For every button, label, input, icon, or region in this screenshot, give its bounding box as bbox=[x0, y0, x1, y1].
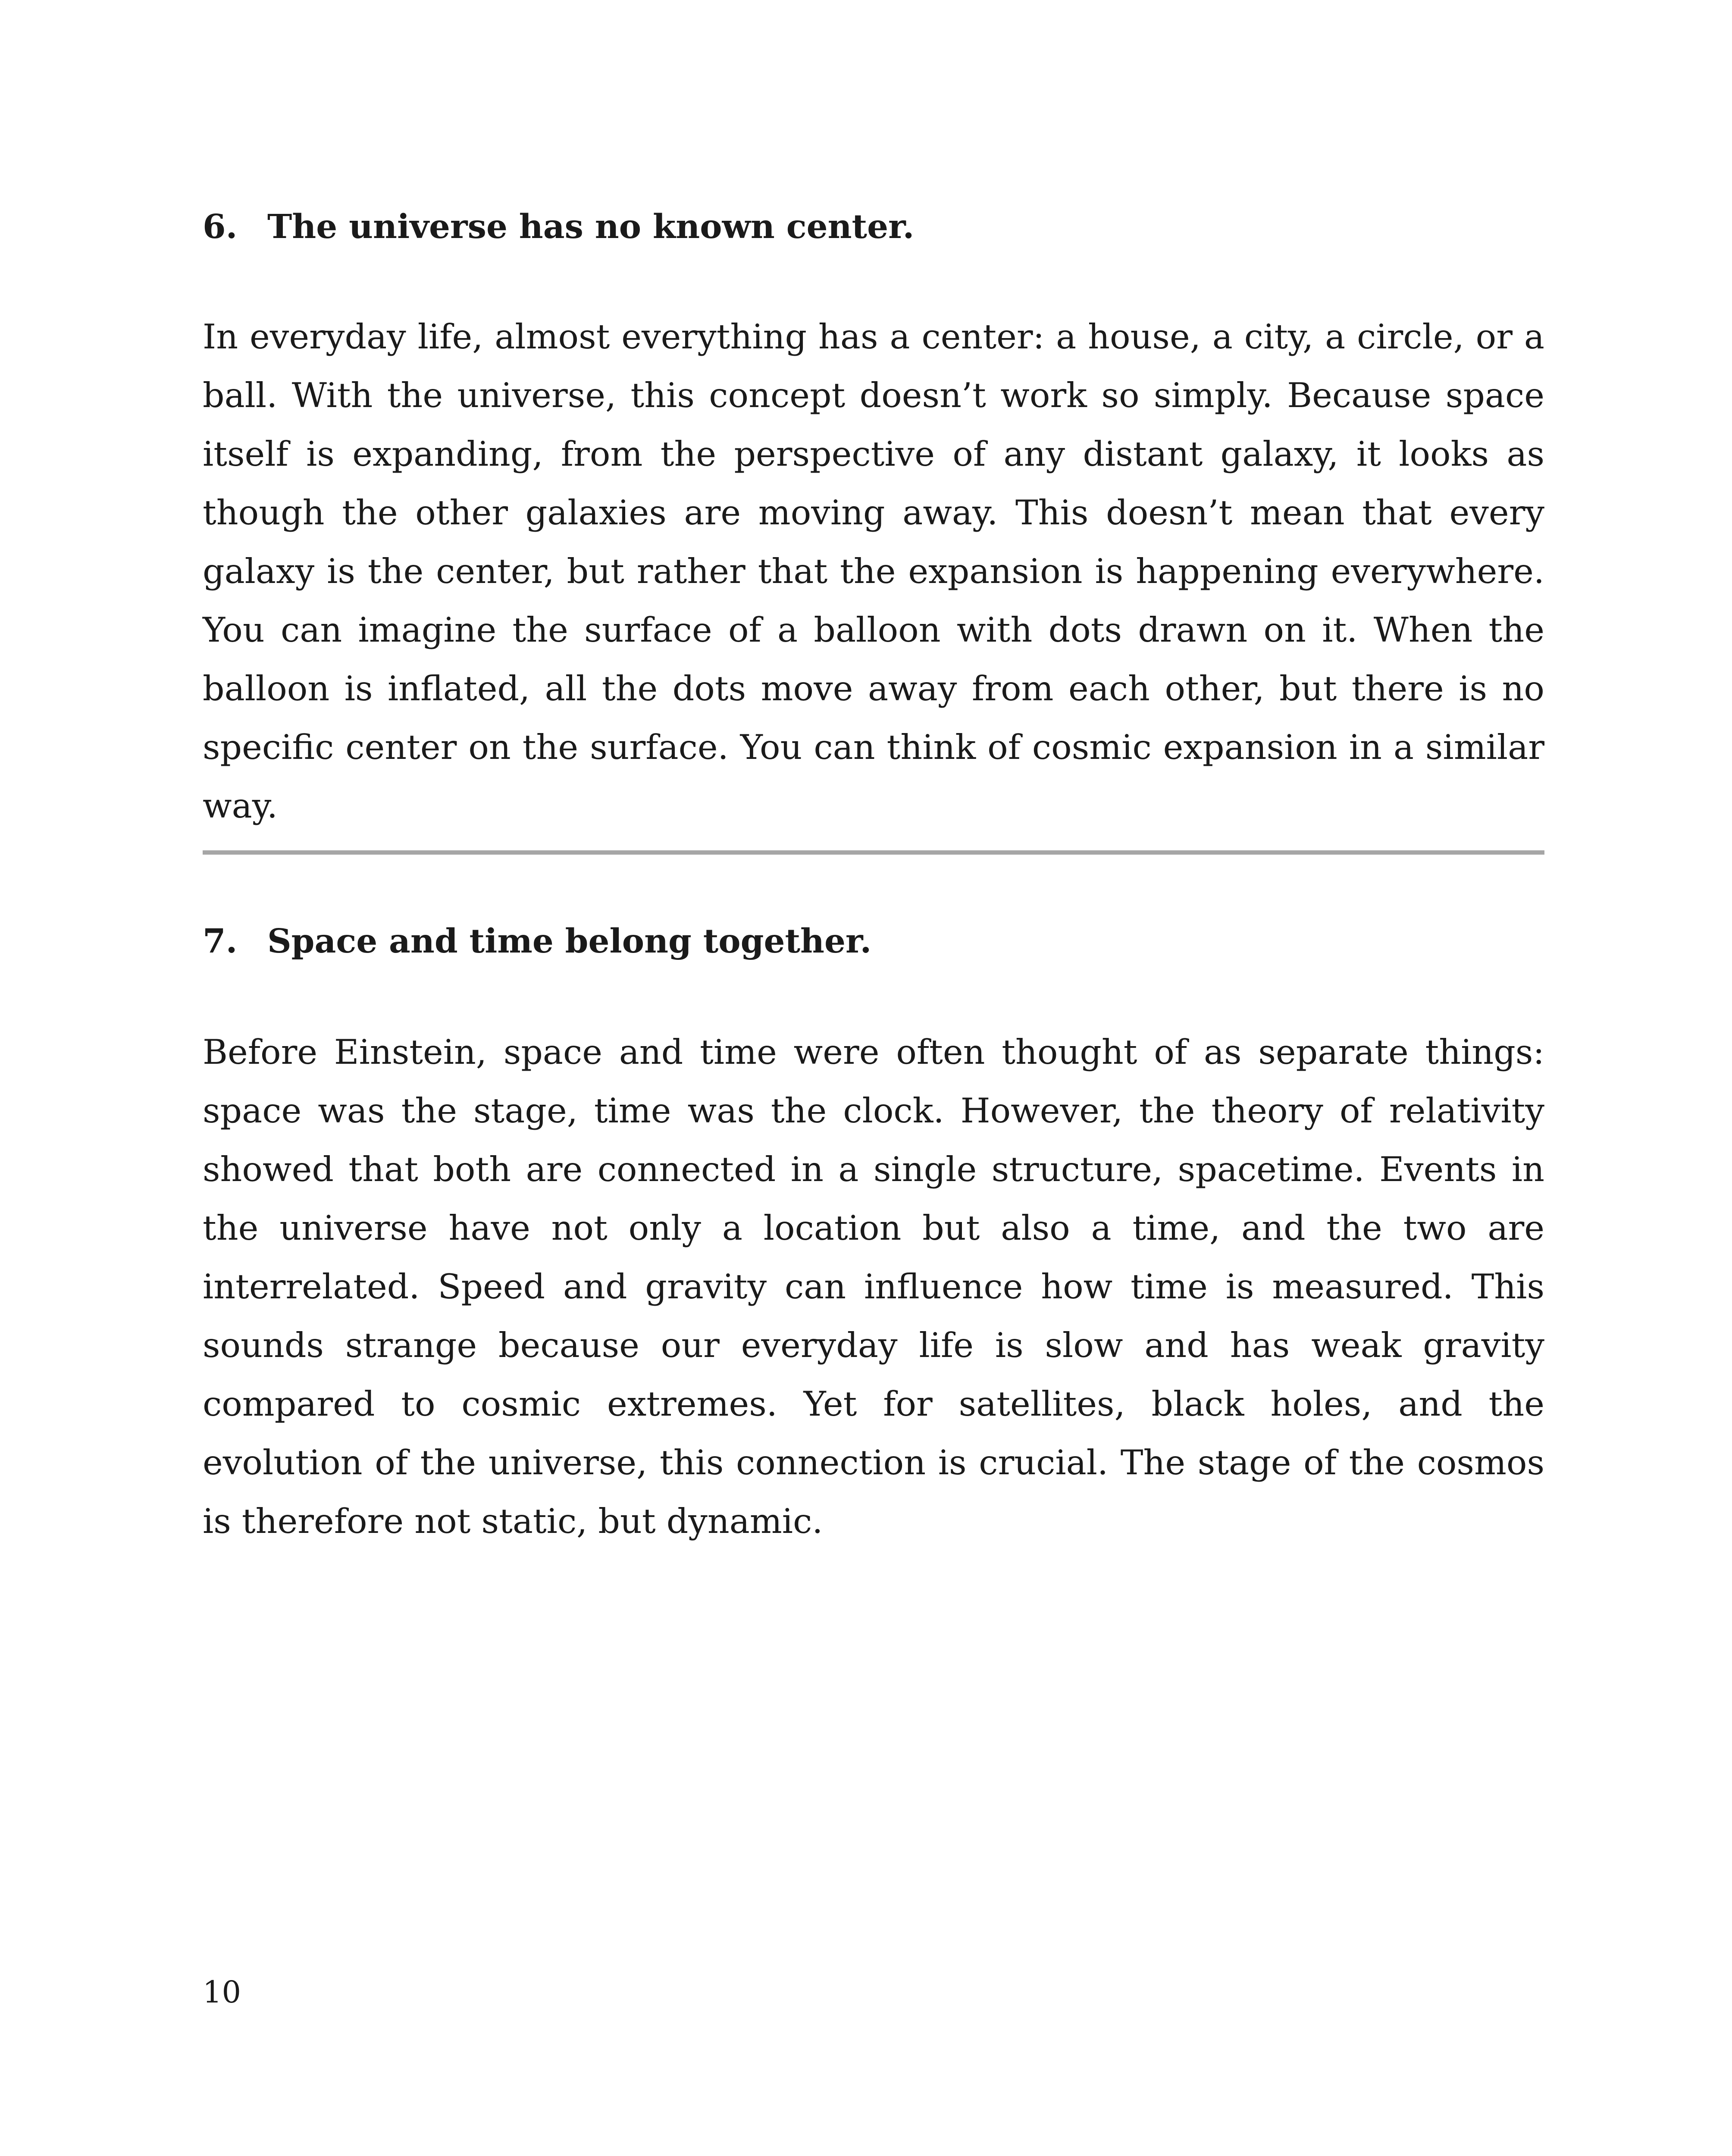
section-7-heading bbox=[203, 921, 1544, 961]
page-number: 10 bbox=[203, 1974, 241, 2010]
section-divider bbox=[203, 850, 1544, 855]
section-7-body-wrapper bbox=[203, 1023, 1544, 1551]
section-7 bbox=[203, 921, 1544, 961]
section-6-body: In everyday life, almost everything has a center: a house, a city, a circle, or a ball. With the universe, this concept doesn’t work so simply. Because space itself is expanding, from the perspective of any distant galaxy, it looks as though the other galaxies are moving away. This doesn’t mean that every galaxy is the center, but rather that the expansion is happening everywhere. You can imagine the surface of a balloon with dots drawn on it. When the balloon is inflated, all the dots move away from each other, but there is no specific center on the surface. You can think of cosmic expansion in a similar way. bbox=[203, 317, 1544, 826]
section-7-body: Before Einstein, space and time were often thought of as separate things: space was the stage, time was the clock. However, the theory of relativity showed that both are connected in a single structure, spacetime. Events in the universe have not only a location but also a time, and the two are interrelated. Speed and gravity can influence how time is measured. This sounds strange because our everyday life is slow and has weak gravity compared to cosmic extremes. Yet for satellites, black holes, and the evolution of the universe, this connection is crucial. The stage of the cosmos is therefore not static, but dynamic. bbox=[203, 1032, 1544, 1541]
section-7-title: Space and time belong together. bbox=[267, 922, 872, 961]
section-7-number: 7. bbox=[203, 922, 238, 961]
section-6-heading bbox=[203, 207, 1544, 247]
section-6-number: 6. bbox=[203, 207, 238, 246]
section-6-title: The universe has no known center. bbox=[267, 207, 915, 246]
section-6-body-wrapper bbox=[203, 307, 1544, 835]
section-6 bbox=[203, 207, 1544, 247]
